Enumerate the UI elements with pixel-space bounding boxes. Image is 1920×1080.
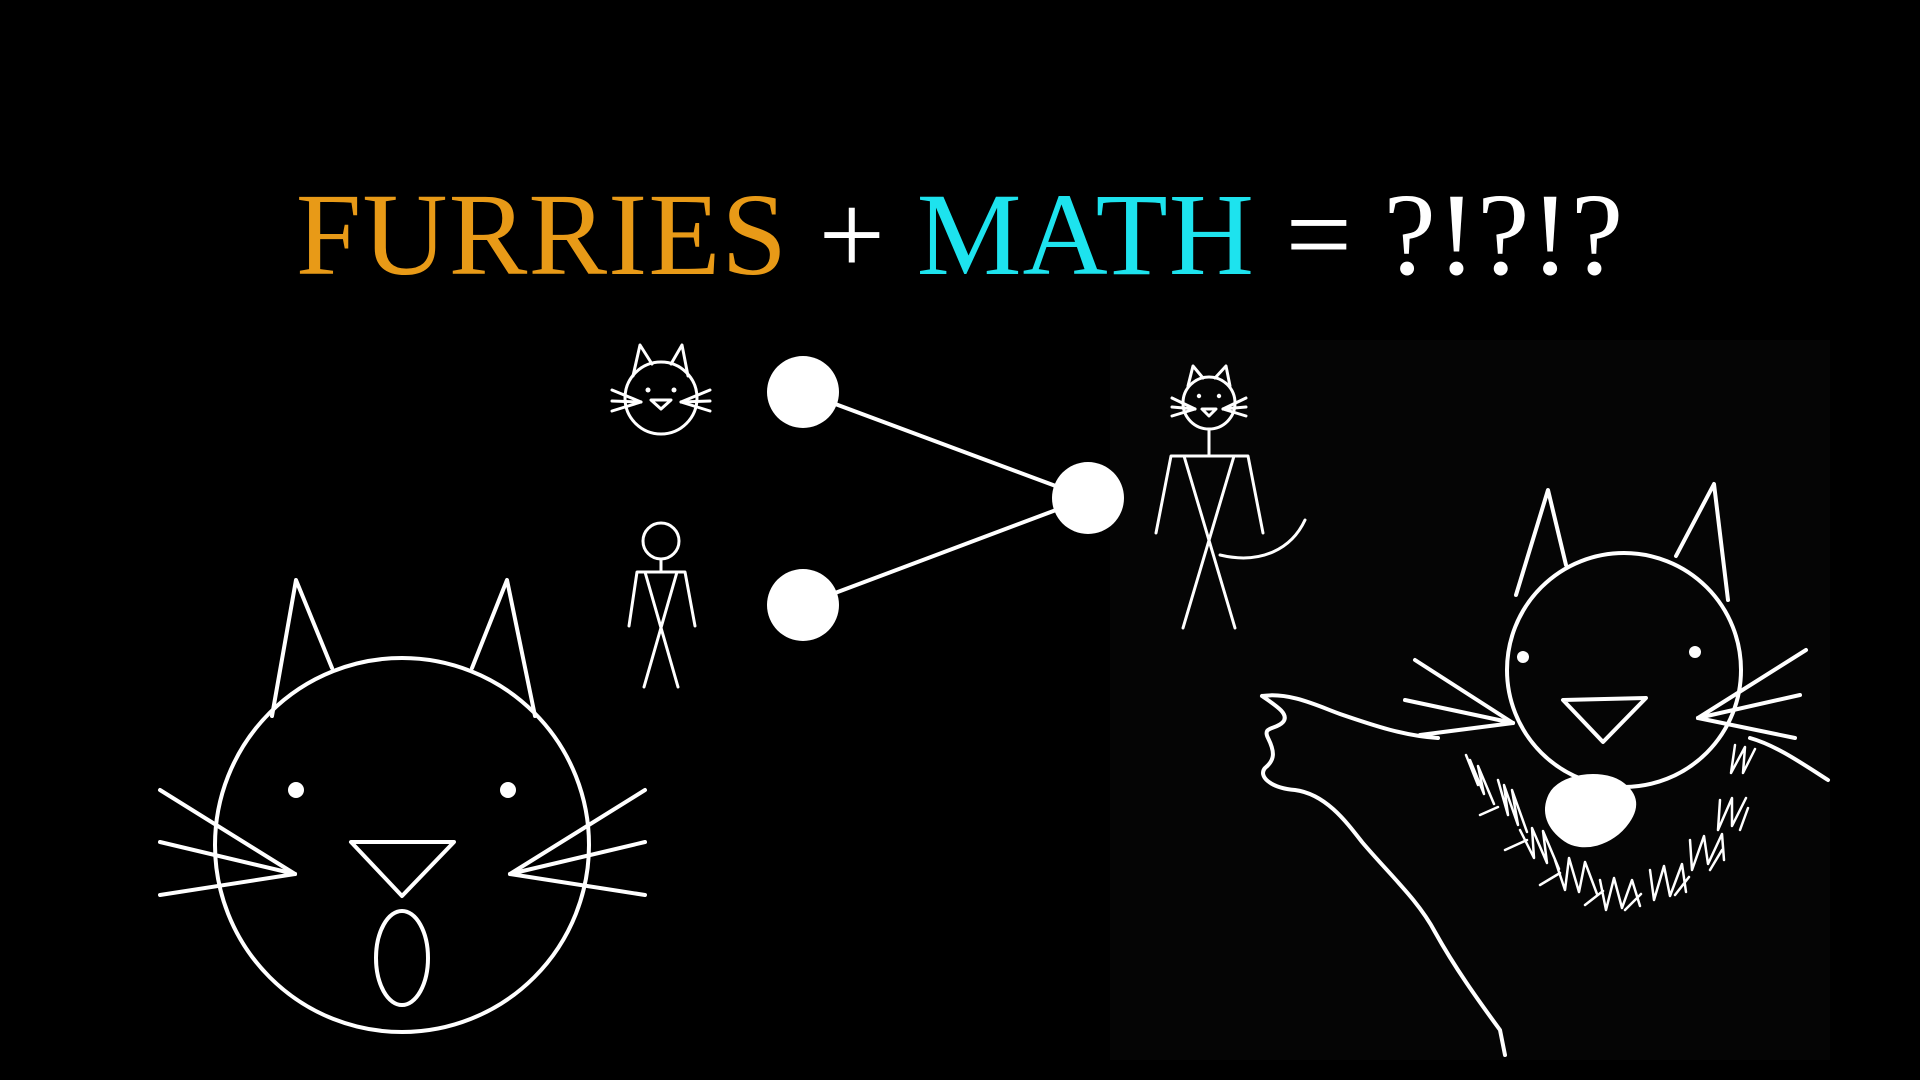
graph-edge-top (803, 392, 1088, 498)
title-result: ?!?!? (1383, 169, 1625, 300)
title-word-math: MATH (916, 169, 1255, 300)
open-mouth (376, 911, 428, 1005)
title-word-furries: FURRIES (295, 169, 789, 300)
title-equals: = (1285, 169, 1354, 300)
pointing-cat-panel (1110, 340, 1830, 1060)
graph-edge-bottom (803, 498, 1088, 605)
small-cat-head-icon (612, 345, 710, 434)
title-plus: + (818, 169, 887, 300)
graph-node-human (767, 569, 839, 641)
graph-diagram (767, 356, 1124, 641)
stick-human-icon (629, 523, 695, 687)
graph-node-cat (767, 356, 839, 428)
surprised-cat-face (160, 580, 645, 1032)
graph-node-furry (1052, 462, 1124, 534)
